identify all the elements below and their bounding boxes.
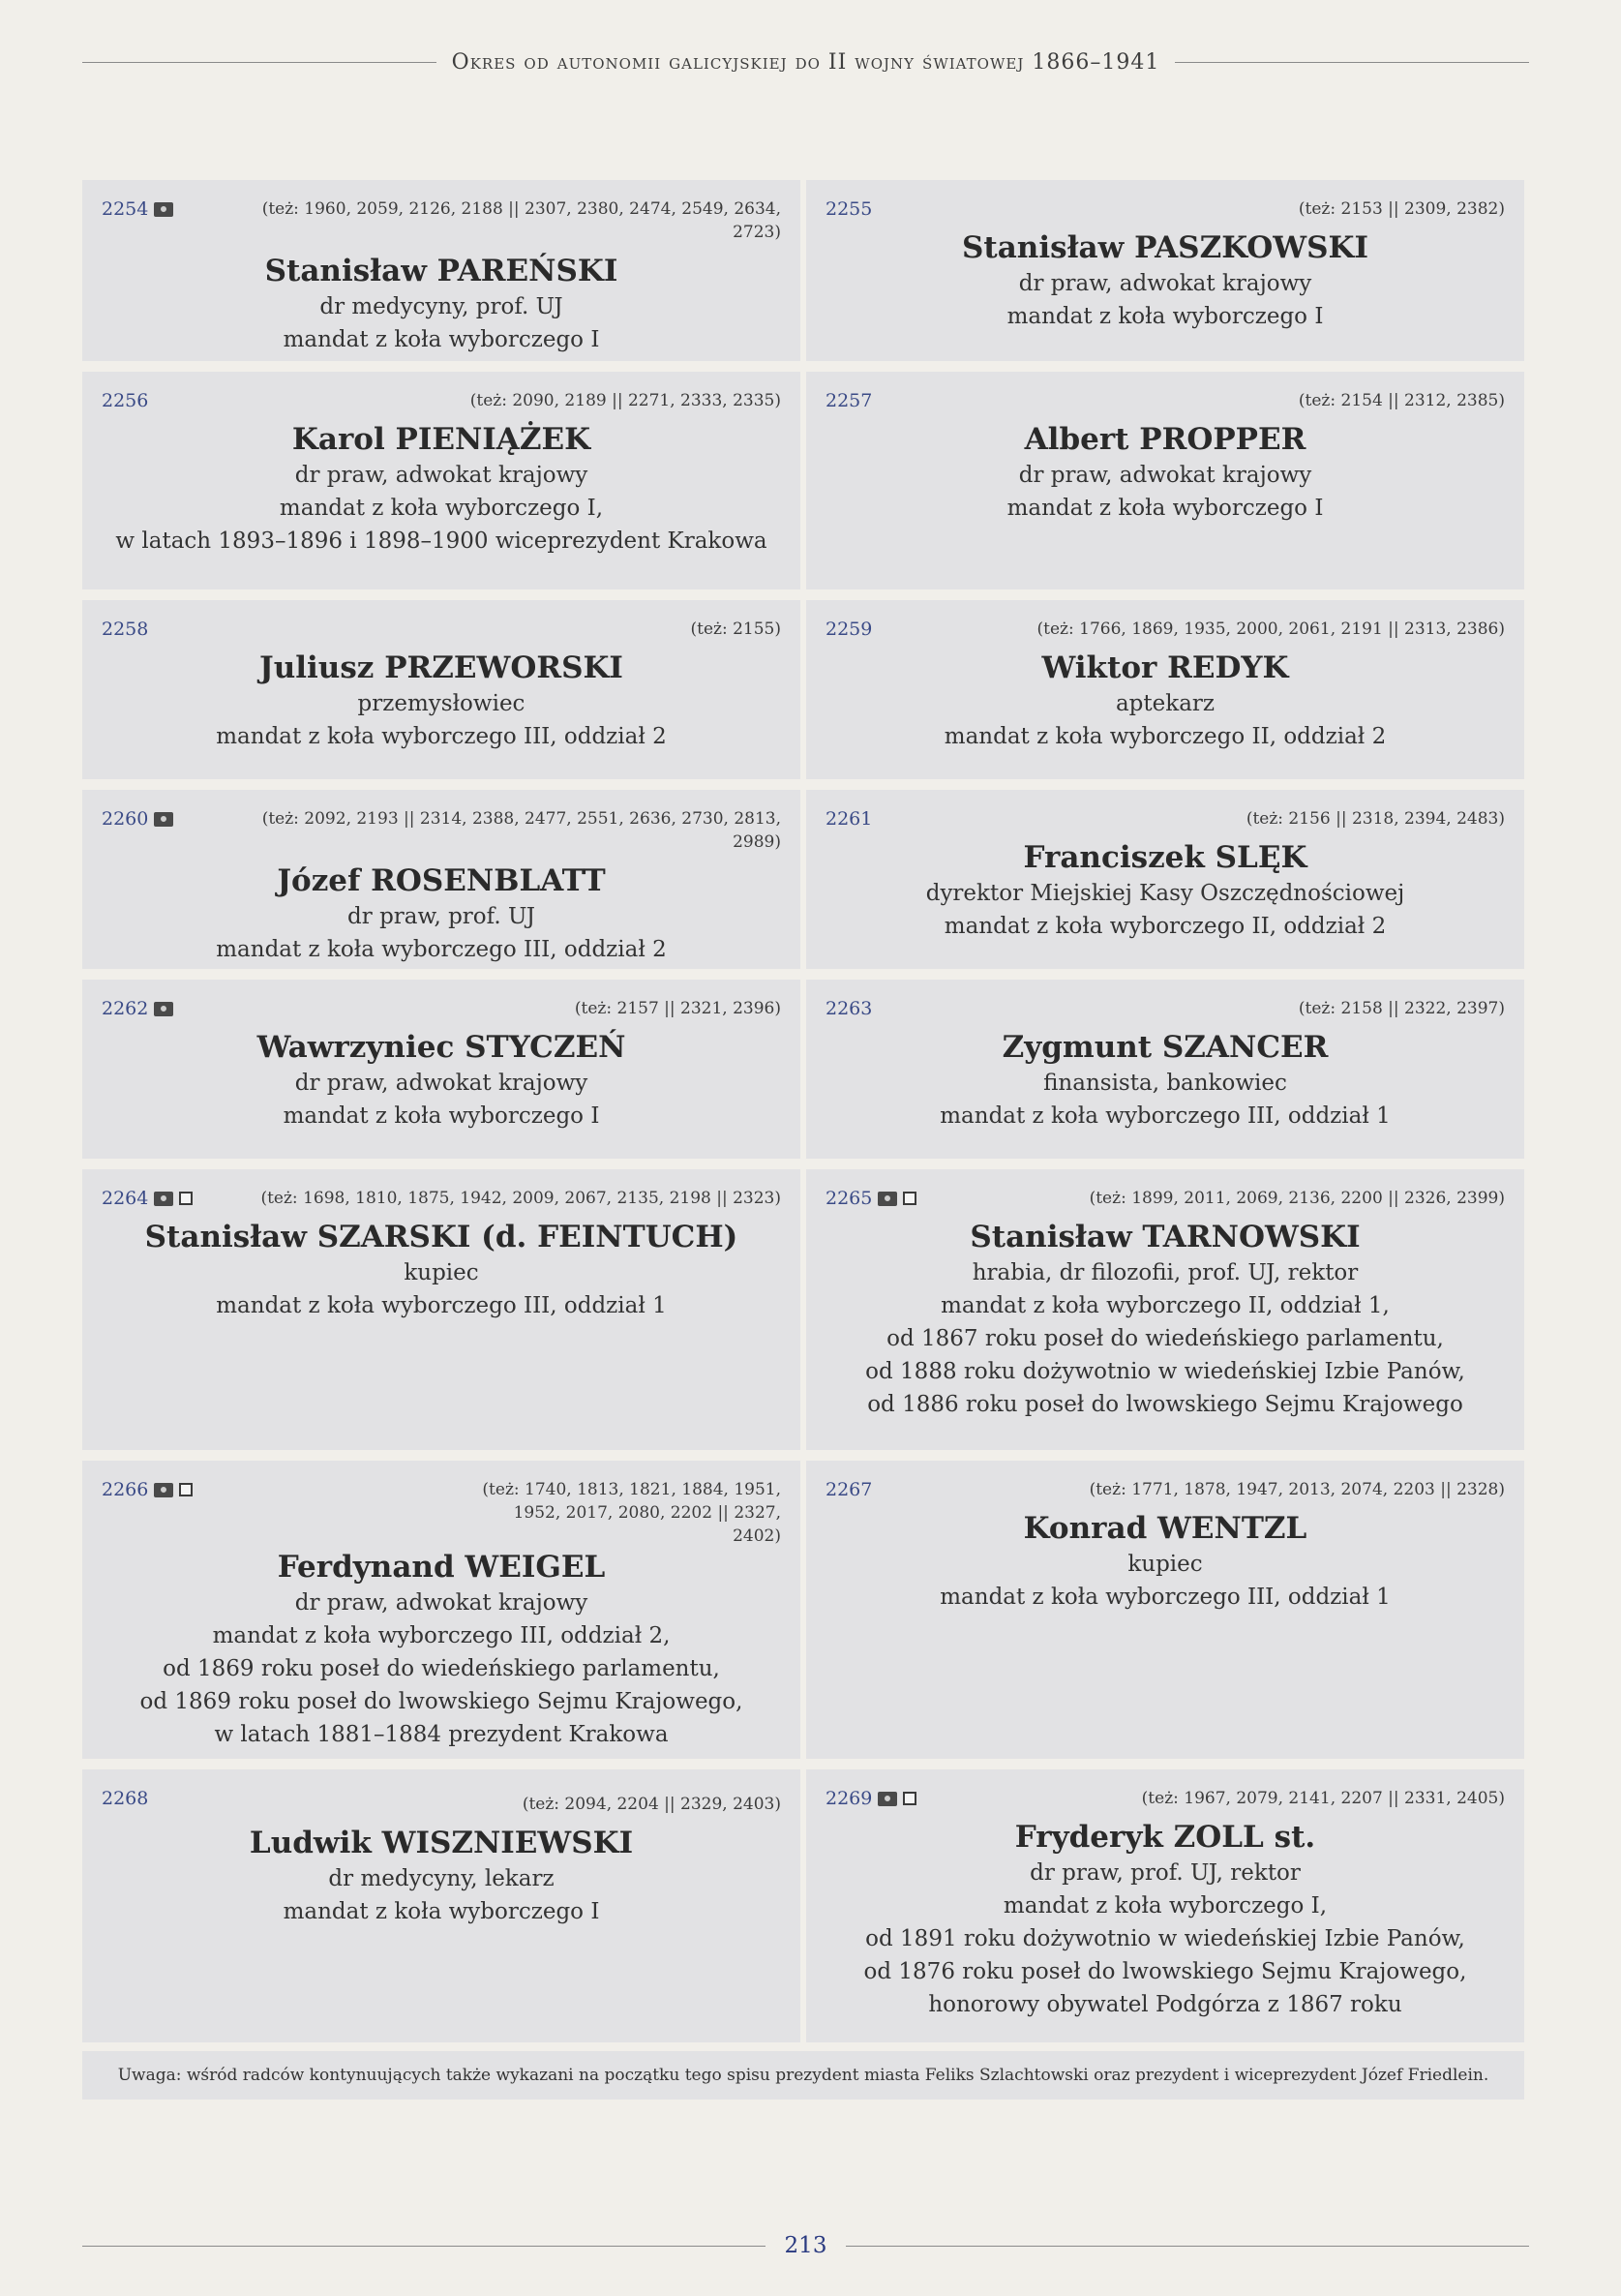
entry-refs: (też: 2154 || 2312, 2385) [1298,391,1505,410]
entry-refs: (też: 1771, 1878, 1947, 2013, 2074, 2203 || 2328) [1089,1480,1505,1499]
entry-name: Karol PIENIĄŻEK [291,422,591,457]
entry-line: mandat z koła wyborczego III, oddział 2, [212,1623,671,1648]
square-icon [903,1792,916,1805]
entry-line: mandat z koła wyborczego I [283,327,600,352]
entry-name: Ferdynand WEIGEL [277,1550,606,1585]
entry-card [82,1169,800,1450]
entry-number: 2261 [826,808,873,830]
square-icon [179,1483,193,1496]
entry-card [806,372,1524,589]
entry-number-wrap [102,1478,193,1501]
entry-refs: (też: 2092, 2193 || 2314, 2388, 2477, 2551, 2636, 2730, 2813, 2989) [261,809,781,852]
entry-line: mandat z koła wyborczego II, oddział 2 [944,724,1387,749]
entry-line: mandat z koła wyborczego III, oddział 2 [216,937,667,962]
entry-card [806,180,1524,361]
entry-number: 2268 [102,1788,149,1809]
entry-line: w latach 1881–1884 prezydent Krakowa [214,1722,669,1747]
entry-refs: (też: 1698, 1810, 1875, 1942, 2009, 2067, 2135, 2198 || 2323) [260,1189,781,1208]
entry-line: mandat z koła wyborczego III, oddział 1 [216,1293,667,1318]
entry-line: aptekarz [1115,691,1216,716]
entry-refs: (też: 1967, 2079, 2141, 2207 || 2331, 2405) [1141,1789,1505,1808]
camera-icon [878,1792,897,1806]
entry-name: Konrad WENTZL [1023,1511,1307,1546]
entry-card [82,790,800,969]
footer-rule-right [846,2246,1529,2247]
entry-card [806,1461,1524,1759]
entry-card [82,1461,800,1759]
footnote: Uwaga: wśród radców kontynuujących także wykazani na początku tego spisu prezydent miasta Feliks Szlachtowski oraz prezydent i wiceprezydent Józef Friedlein. [82,2051,1524,2100]
entry-name: Stanisław PAREŃSKI [264,254,618,288]
entry-refs: (też: 2157 || 2321, 2396) [574,999,781,1018]
entry-name: Zygmunt SZANCER [1002,1030,1329,1065]
entry-refs: (też: 2158 || 2322, 2397) [1298,999,1505,1018]
entry-card [806,1169,1524,1450]
entry-line: dr praw, adwokat krajowy [294,1590,588,1616]
entry-number: 2257 [826,390,873,411]
entry-line: mandat z koła wyborczego I [1006,304,1324,329]
entry-line: mandat z koła wyborczego I [283,1103,600,1129]
entry-number-wrap [102,197,173,221]
entry-number: 2264 [102,1188,149,1209]
entry-line: mandat z koła wyborczego II, oddział 1, [941,1293,1390,1318]
camera-icon [154,812,173,827]
page-number: 213 [784,2233,827,2258]
entry-refs: (też: 1766, 1869, 1935, 2000, 2061, 2191 || 2313, 2386) [1036,619,1505,639]
entry-line: dr medycyny, prof. UJ [319,294,563,319]
page-footer [82,2231,1529,2260]
entry-line: honorowy obywatel Podgórza z 1867 roku [928,1992,1402,2017]
camera-icon [878,1192,897,1206]
entry-number: 2266 [102,1479,149,1500]
entry-line: hrabia, dr filozofii, prof. UJ, rektor [972,1260,1359,1285]
entry-line: od 1886 roku poseł do lwowskiego Sejmu Krajowego [867,1392,1463,1417]
entry-line: od 1867 roku poseł do wiedeńskiego parlamentu, [886,1326,1444,1351]
entry-refs: (też: 2094, 2204 || 2329, 2403) [522,1795,781,1814]
entry-number: 2258 [102,619,149,640]
entry-line: kupiec [404,1260,479,1285]
entry-card [82,600,800,779]
entry-card [806,600,1524,779]
entry-card [806,790,1524,969]
entry-line: dr medycyny, lekarz [328,1866,555,1891]
entry-line: przemysłowiec [357,691,525,716]
entry-line: kupiec [1127,1552,1203,1577]
entry-number-wrap [102,997,173,1020]
entry-number: 2260 [102,808,149,830]
entry-line: dr praw, adwokat krajowy [294,463,588,488]
entry-card [82,372,800,589]
header-rule-left [82,62,436,63]
entry-number: 2263 [826,998,873,1019]
entry-line: dr praw, adwokat krajowy [1018,463,1312,488]
entry-line: dyrektor Miejskiej Kasy Oszczędnościowej [925,881,1405,906]
footer-rule-left [82,2246,765,2247]
entry-name: Ludwik WISZNIEWSKI [249,1826,634,1860]
entry-number: 2269 [826,1788,873,1809]
running-header [82,45,1529,79]
entry-refs: (też: 1740, 1813, 1821, 1884, 1951, 1952, 2017, 2080, 2202 || 2327, 2402) [482,1480,781,1546]
entry-number-wrap [102,807,173,831]
entry-name: Juliusz PRZEWORSKI [259,650,623,685]
entry-line: mandat z koła wyborczego II, oddział 2 [944,914,1387,939]
camera-icon [154,1483,173,1497]
entry-number: 2262 [102,998,149,1019]
entry-line: od 1869 roku poseł do lwowskiego Sejmu Krajowego, [139,1689,743,1714]
entry-line: mandat z koła wyborczego I, [279,496,604,521]
entry-card [82,980,800,1159]
entry-number: 2255 [826,198,873,220]
entry-name: Stanisław SZARSKI (d. FEINTUCH) [144,1220,738,1254]
entry-number: 2265 [826,1188,873,1209]
entry-line: dr praw, adwokat krajowy [1018,271,1312,296]
entries-grid [82,180,1524,2042]
entry-line: mandat z koła wyborczego III, oddział 2 [216,724,667,749]
camera-icon [154,1192,173,1206]
square-icon [179,1192,193,1205]
square-icon [903,1192,916,1205]
entry-number-wrap [826,1787,916,1810]
entry-number-wrap [102,1187,193,1210]
entry-line: w latach 1893–1896 i 1898–1900 wiceprezydent Krakowa [115,529,767,554]
entry-refs: (też: 2153 || 2309, 2382) [1298,199,1505,219]
entry-refs: (też: 1960, 2059, 2126, 2188 || 2307, 2380, 2474, 2549, 2634, 2723) [261,199,781,242]
entry-refs: (też: 1899, 2011, 2069, 2136, 2200 || 2326, 2399) [1089,1189,1505,1208]
entry-number: 2259 [826,619,873,640]
entry-card [806,1769,1524,2042]
entry-line: od 1876 roku poseł do lwowskiego Sejmu Krajowego, [863,1959,1467,1984]
entry-line: finansista, bankowiec [1043,1071,1287,1096]
entry-line: od 1888 roku dożywotnio w wiedeńskiej Izbie Panów, [865,1359,1465,1384]
entry-line: dr praw, prof. UJ [347,904,535,929]
entry-refs: (też: 2155) [690,619,781,639]
entry-number: 2254 [102,198,149,220]
entry-card [806,980,1524,1159]
entry-line: od 1891 roku dożywotnio w wiedeńskiej Izbie Panów, [865,1926,1465,1951]
entry-line: dr praw, adwokat krajowy [294,1071,588,1096]
entry-line: mandat z koła wyborczego I [1006,496,1324,521]
entry-name: Albert PROPPER [1024,422,1306,457]
header-rule-right [1175,62,1529,63]
entry-name: Fryderyk ZOLL st. [1014,1820,1316,1855]
entry-line: mandat z koła wyborczego I [283,1899,600,1924]
entry-name: Józef ROSENBLATT [277,863,606,898]
camera-icon [154,1002,173,1016]
entry-number: 2267 [826,1479,873,1500]
entry-refs: (też: 2090, 2189 || 2271, 2333, 2335) [469,391,781,410]
entry-card [82,1769,800,2042]
entry-name: Stanisław TARNOWSKI [970,1220,1361,1254]
entry-refs: (też: 2156 || 2318, 2394, 2483) [1246,809,1505,829]
entry-line: mandat z koła wyborczego III, oddział 1 [940,1103,1391,1129]
entry-name: Franciszek SLĘK [1023,840,1307,875]
entry-name: Wiktor REDYK [1041,650,1289,685]
entry-line: mandat z koła wyborczego I, [1003,1893,1328,1918]
entry-number-wrap [826,1187,916,1210]
entry-number: 2256 [102,390,149,411]
camera-icon [154,202,173,217]
entry-line: dr praw, prof. UJ, rektor [1030,1860,1301,1886]
entry-line: od 1869 roku poseł do wiedeńskiego parlamentu, [163,1656,720,1681]
entry-line: mandat z koła wyborczego III, oddział 1 [940,1585,1391,1610]
entry-card [82,180,800,361]
entry-name: Wawrzyniec STYCZEŃ [256,1030,626,1065]
header-title: Okres od autonomii galicyjskiej do II wojny światowej 1866–1941 [451,49,1160,75]
entry-name: Stanisław PASZKOWSKI [962,230,1368,265]
